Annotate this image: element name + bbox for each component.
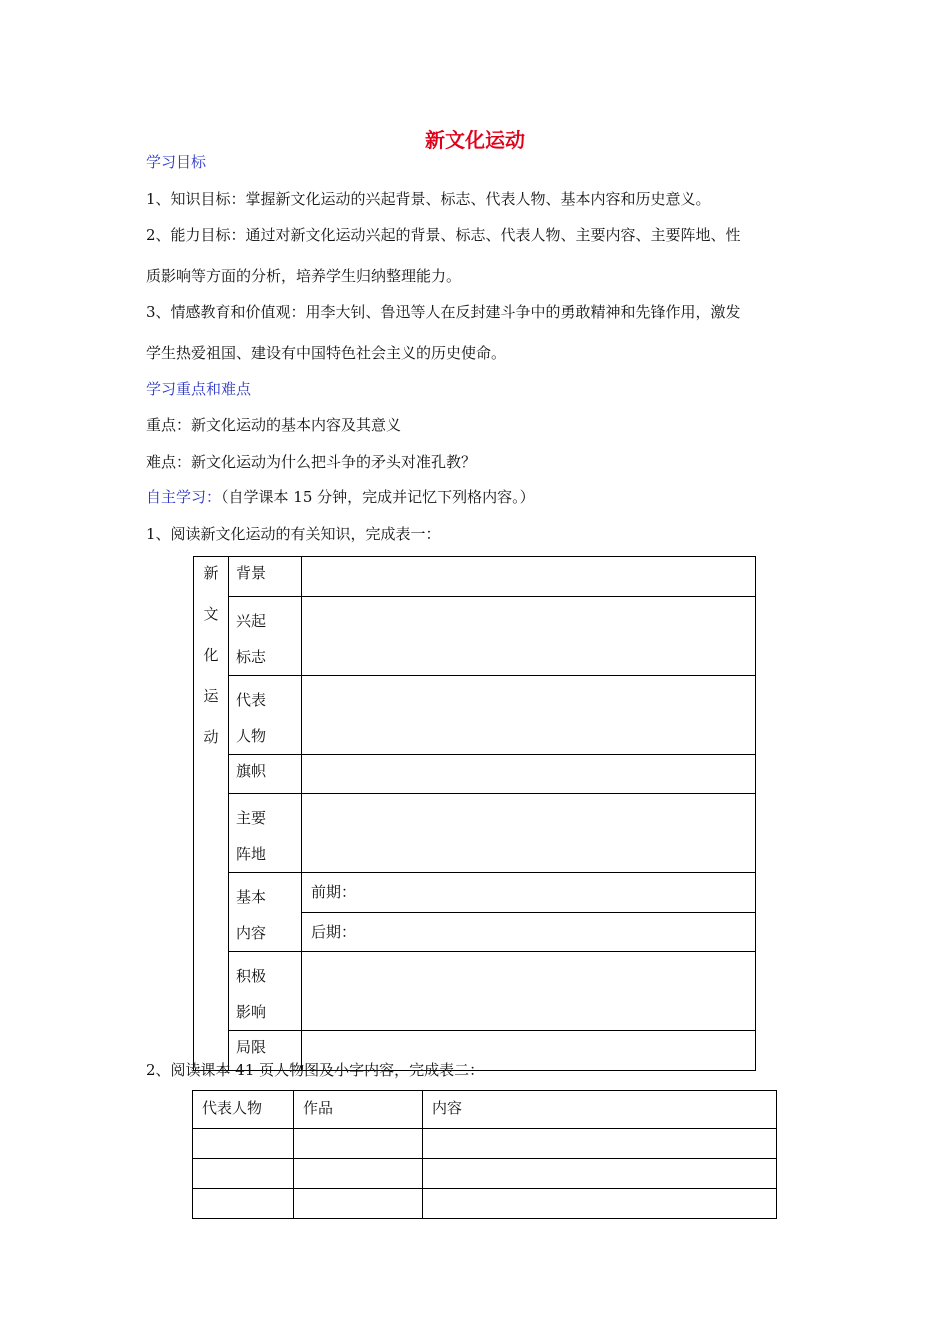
row-label-figures: 代表 人物 xyxy=(229,676,302,755)
blank-cell[interactable] xyxy=(193,1189,294,1219)
answer-cell-sign[interactable] xyxy=(302,597,756,676)
answer-cell-early[interactable] xyxy=(302,873,756,913)
vertical-char: 文 xyxy=(203,605,219,623)
vertical-char: 运 xyxy=(203,687,219,705)
header-work: 作品 xyxy=(294,1091,423,1129)
objective-3-line-1: 3、情感教育和价值观：用李大钊、鲁迅等人在反封建斗争中的勇敢精神和先锋作用，激发 xyxy=(146,303,741,321)
row-label-base: 主要 阵地 xyxy=(229,794,302,873)
blank-cell[interactable] xyxy=(294,1189,423,1219)
blank-cell[interactable] xyxy=(294,1159,423,1189)
blank-cell[interactable] xyxy=(193,1159,294,1189)
row-label-impact: 积极 影响 xyxy=(229,952,302,1031)
difficult-point: 难点：新文化运动为什么把斗争的矛头对准孔教？ xyxy=(146,453,477,471)
row-label-background: 背景 xyxy=(229,557,302,597)
row-label-banner: 旗帜 xyxy=(229,755,302,794)
blank-cell[interactable] xyxy=(423,1129,777,1159)
table-row xyxy=(193,1159,777,1189)
key-point: 重点：新文化运动的基本内容及其意义 xyxy=(146,416,402,434)
answer-cell-impact[interactable] xyxy=(302,952,756,1031)
self-study-line xyxy=(146,486,535,507)
keypoints-heading: 学习重点和难点 xyxy=(146,380,252,398)
answer-cell-base[interactable] xyxy=(302,794,756,873)
task-2: 2、阅读课本 41 页人物图及小字内容，完成表二： xyxy=(146,1061,485,1079)
late-label: 后期： xyxy=(311,922,357,941)
vertical-char: 动 xyxy=(203,728,219,746)
worksheet-table-2 xyxy=(192,1090,777,1219)
objectives-heading: 学习目标 xyxy=(146,153,207,171)
blank-cell[interactable] xyxy=(294,1129,423,1159)
objective-2-line-1: 2、能力目标：通过对新文化运动兴起的背景、标志、代表人物、主要内容、主要阵地、性 xyxy=(146,226,741,244)
table-row xyxy=(193,1129,777,1159)
answer-cell-banner[interactable] xyxy=(302,755,756,794)
objective-1: 1、知识目标：掌握新文化运动的兴起背景、标志、代表人物、基本内容和历史意义。 xyxy=(146,190,711,208)
row-label-content: 基本 内容 xyxy=(229,873,302,952)
page-title: 新文化运动 xyxy=(425,128,525,152)
blank-cell[interactable] xyxy=(423,1189,777,1219)
worksheet-table-1 xyxy=(193,556,756,1071)
table-row xyxy=(193,1189,777,1219)
answer-cell-figures[interactable] xyxy=(302,676,756,755)
blank-cell[interactable] xyxy=(423,1159,777,1189)
header-figure: 代表人物 xyxy=(193,1091,294,1129)
self-study-label: 自主学习： xyxy=(146,488,222,506)
table-header-row xyxy=(193,1091,777,1129)
vertical-label-cell xyxy=(194,557,229,1071)
self-study-note: （自学课本 15 分钟，完成并记忆下列格内容。） xyxy=(221,488,535,506)
row-label-limits: 局限 xyxy=(229,1031,302,1071)
answer-cell-background[interactable] xyxy=(302,557,756,597)
vertical-char: 化 xyxy=(203,646,219,664)
row-label-sign: 兴起 标志 xyxy=(229,597,302,676)
blank-cell[interactable] xyxy=(193,1129,294,1159)
objective-2-line-2: 质影响等方面的分析，培养学生归纳整理能力。 xyxy=(146,267,462,285)
task-1: 1、阅读新文化运动的有关知识，完成表一： xyxy=(146,525,441,543)
answer-cell-late[interactable] xyxy=(302,912,756,952)
objective-3-line-2: 学生热爱祖国、建设有中国特色社会主义的历史使命。 xyxy=(146,344,507,362)
header-content: 内容 xyxy=(423,1091,777,1129)
vertical-char: 新 xyxy=(203,564,219,582)
early-label: 前期： xyxy=(311,883,357,901)
